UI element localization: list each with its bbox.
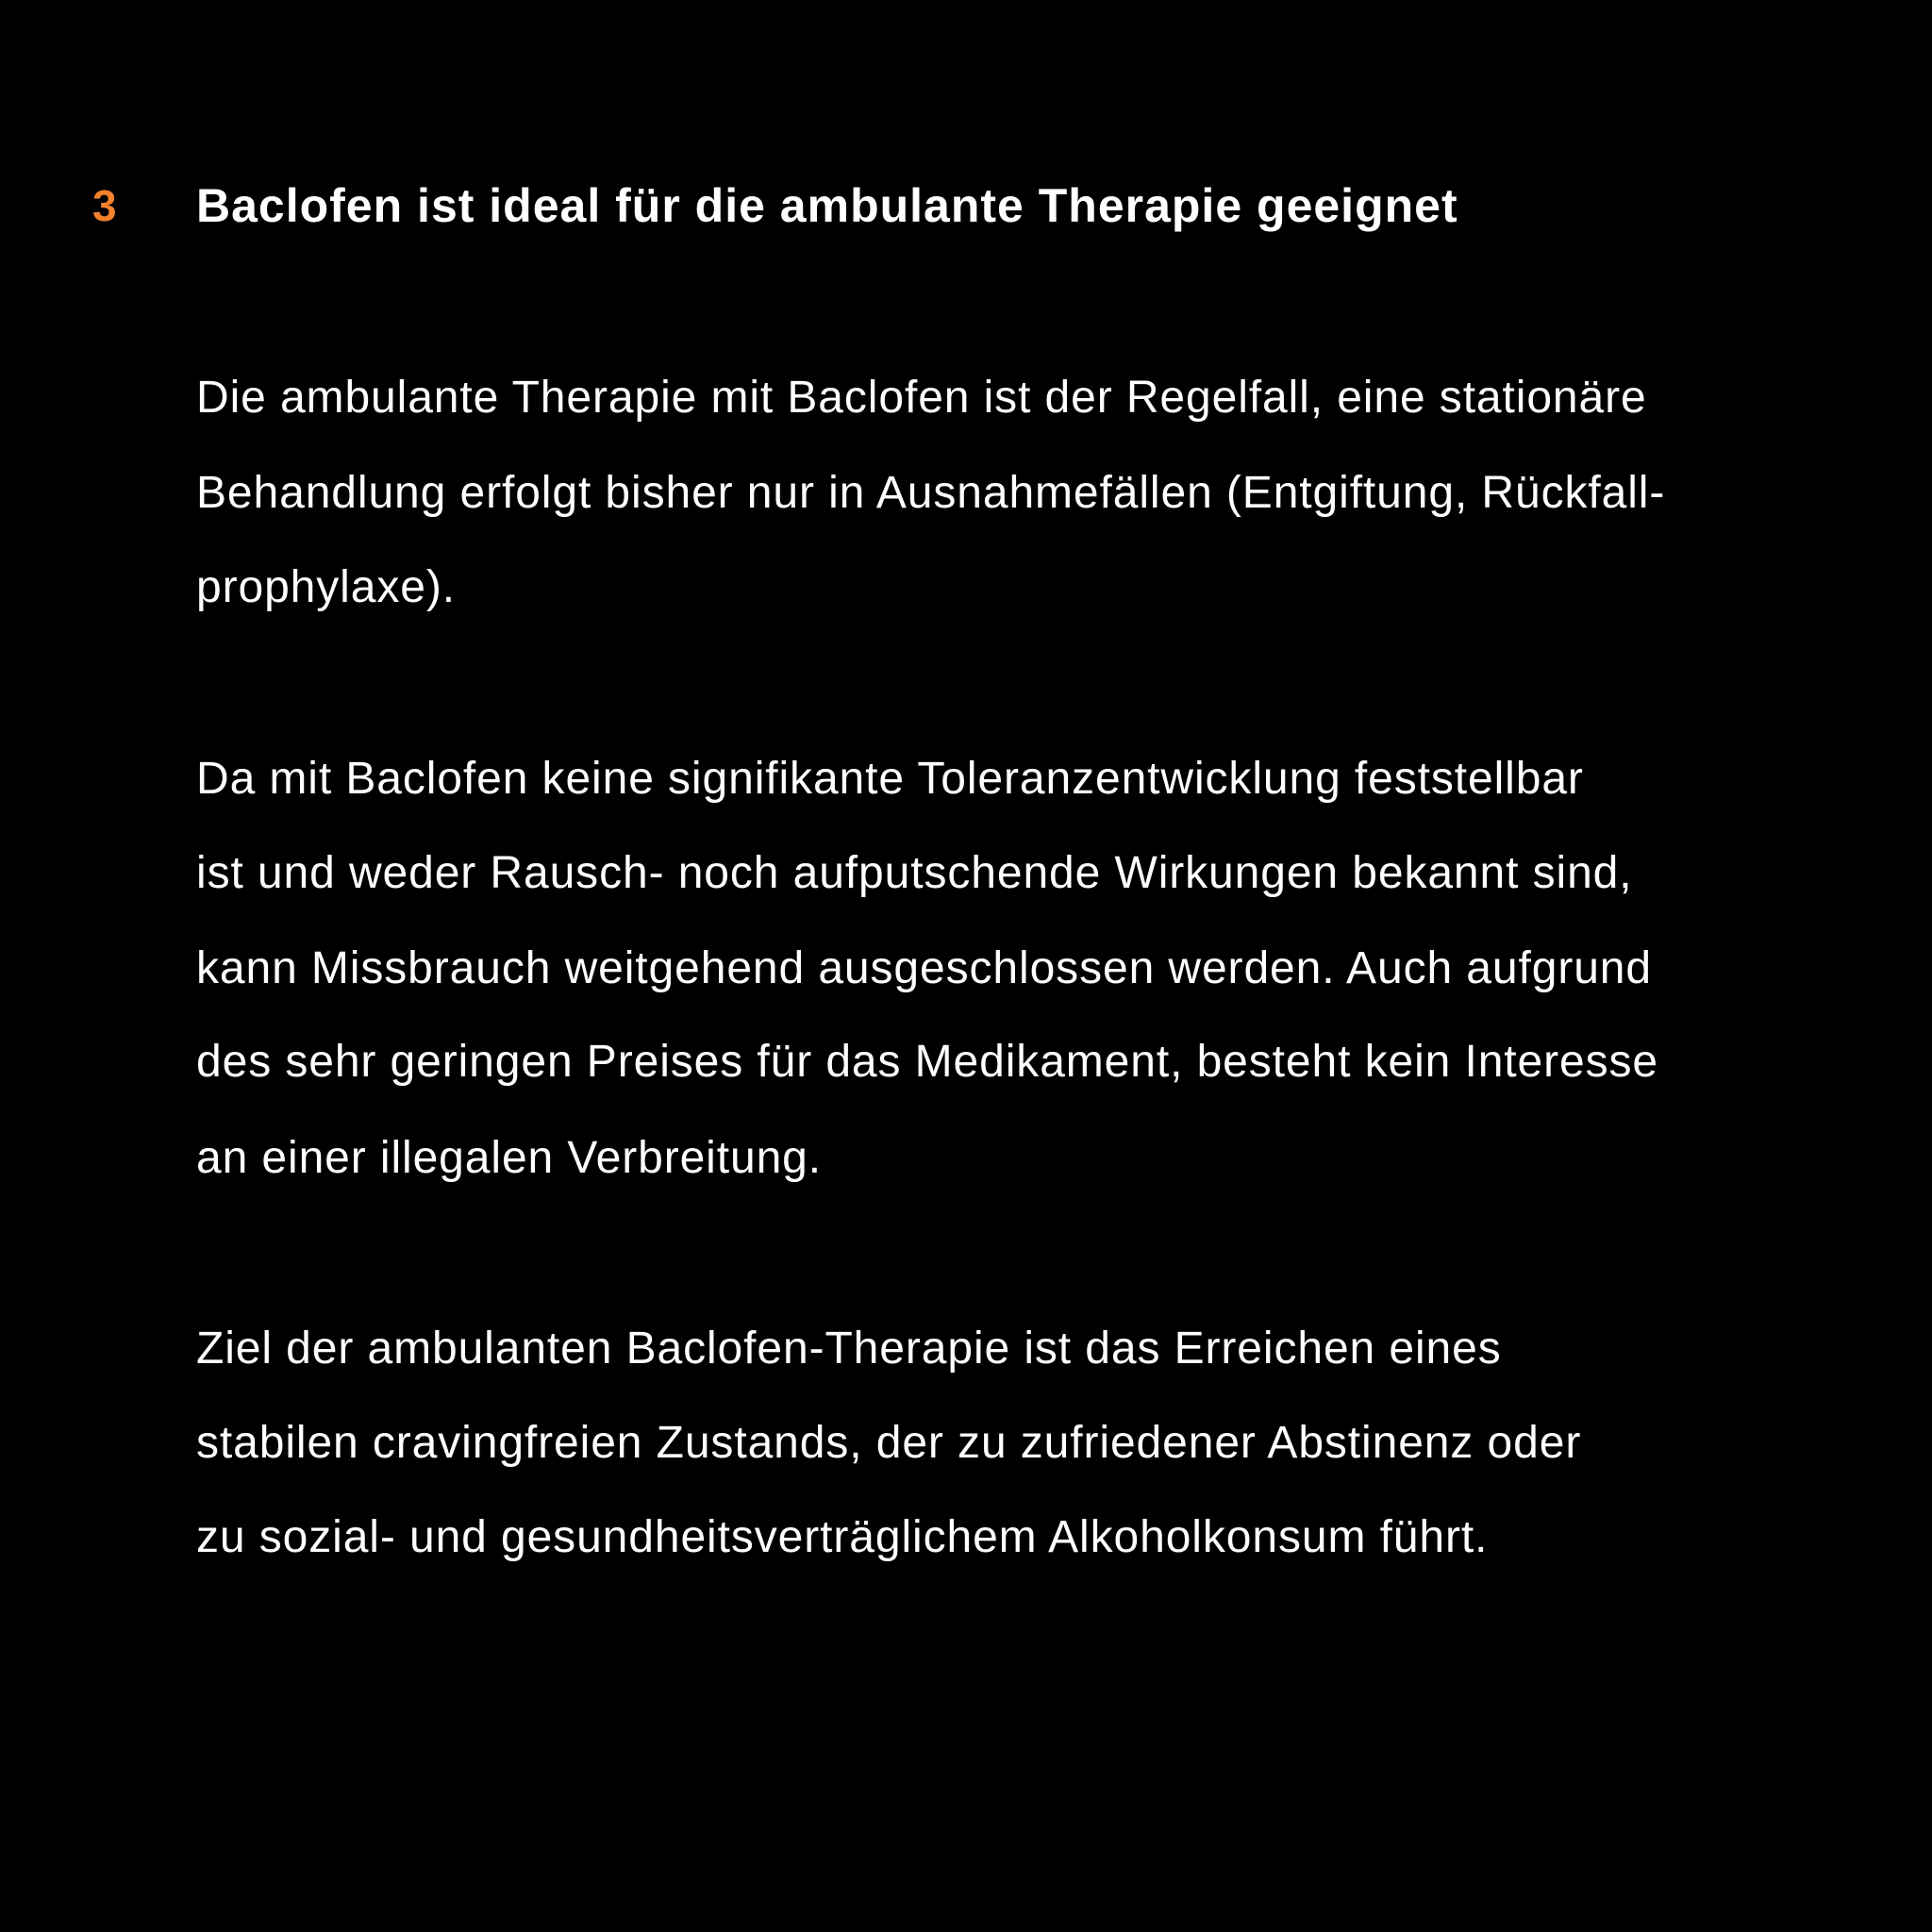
paragraph-3-line-3: zu sozial- und gesundheitsverträglichem Alkoholkonsum führt. bbox=[196, 1512, 1489, 1562]
section-heading: Baclofen ist ideal für die ambulante Therapie geeignet bbox=[196, 179, 1458, 232]
paragraph-3-line-2: stabilen cravingfreien Zustands, der zu zufriedener Abstinenz oder bbox=[196, 1418, 1582, 1468]
paragraph-1-line-2: Behandlung erfolgt bisher nur in Ausnahmefällen (Entgiftung, Rückfall- bbox=[196, 468, 1666, 518]
paragraph-2-line-3: kann Missbrauch weitgehend ausgeschlossen werden. Auch aufgrund bbox=[196, 943, 1652, 993]
paragraph-1-line-1: Die ambulante Therapie mit Baclofen ist der Regelfall, eine stationäre bbox=[196, 373, 1647, 423]
paragraph-1-line-3: prophylaxe). bbox=[196, 562, 456, 612]
paragraph-2-line-4: des sehr geringen Preises für das Medikament, besteht kein Interesse bbox=[196, 1037, 1658, 1087]
paragraph-3-line-1: Ziel der ambulanten Baclofen-Therapie ist das Erreichen eines bbox=[196, 1324, 1502, 1374]
paragraph-2-line-1: Da mit Baclofen keine signifikante Toleranzentwicklung feststellbar bbox=[196, 754, 1584, 804]
paragraph-2-line-2: ist und weder Rausch- noch aufputschende Wirkungen bekannt sind, bbox=[196, 848, 1633, 898]
section-number: 3 bbox=[92, 181, 117, 230]
paragraph-2-line-5: an einer illegalen Verbreitung. bbox=[196, 1133, 823, 1183]
